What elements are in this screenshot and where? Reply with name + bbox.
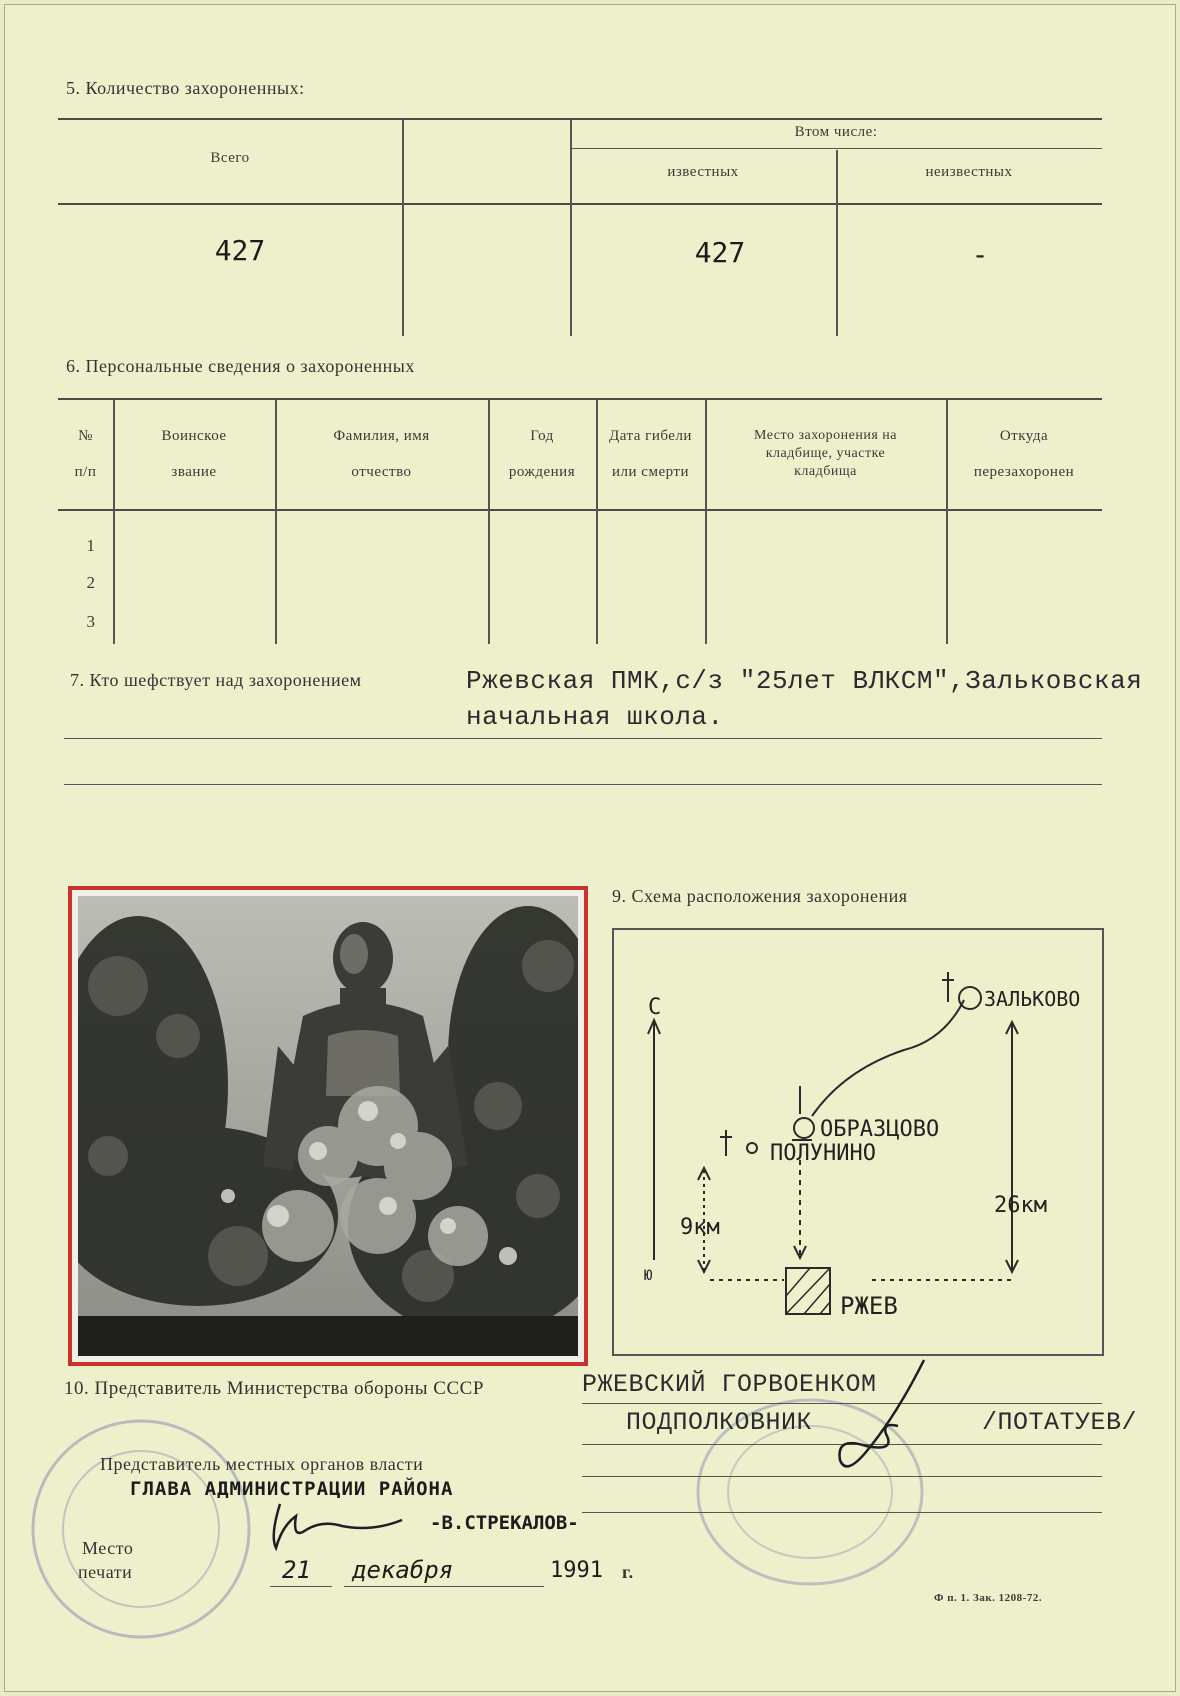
local-authority-title: Представитель местных органов власти	[100, 1454, 424, 1474]
col-in-that-header: Втом числе:	[794, 124, 878, 140]
patron-rule	[64, 784, 1102, 785]
distance-9-label: 9км	[680, 1215, 720, 1240]
hdr-death: Дата гибели	[609, 428, 692, 444]
section7-title: 7. Кто шефствует над захоронением	[70, 670, 362, 690]
hdr-place: кладбище, участке	[765, 446, 886, 461]
military-name: /ПОТАТУЕВ/	[982, 1408, 1138, 1437]
col-unknown-header: неизвестных	[925, 164, 1013, 180]
table5-divider	[570, 120, 572, 336]
hdr-rank: звание	[171, 464, 217, 480]
section5-title: 5. Количество захороненных:	[66, 78, 305, 98]
scheme-map	[614, 930, 1102, 1354]
total-value: 427	[214, 234, 266, 267]
north-label: С	[648, 995, 662, 1020]
section6-title: 6. Персональные сведения о захороненных	[66, 356, 415, 376]
hdr-place: Место захоронения на	[753, 428, 898, 443]
south-label: Ю	[644, 1268, 653, 1284]
date-rule	[270, 1586, 332, 1587]
col-total-header: Всего	[210, 150, 250, 166]
patron-line-2: начальная школа.	[466, 702, 724, 732]
administrator-name: -В.СТРЕКАЛОВ-	[430, 1512, 579, 1534]
location-scheme	[612, 928, 1104, 1356]
official-stamp-left	[26, 1414, 256, 1644]
military-rank: ПОДПОЛКОВНИК	[626, 1408, 813, 1437]
date-month: декабря	[352, 1556, 454, 1584]
patron-rule	[64, 738, 1102, 739]
rzhev-label: РЖЕВ	[840, 1292, 898, 1320]
known-value: 427	[694, 236, 746, 269]
date-suffix: г.	[622, 1562, 634, 1582]
hdr-rank: Воинское	[161, 428, 227, 444]
hdr-place: кладбища	[794, 464, 857, 479]
row-number: 2	[86, 573, 96, 592]
memorial-photo	[78, 896, 578, 1356]
polunino-label: ПОЛУНИНО	[770, 1141, 876, 1166]
memorial-photo-frame	[68, 886, 588, 1366]
hdr-year: рождения	[508, 464, 576, 480]
commissar-signature	[826, 1356, 936, 1486]
print-code: Ф п. 1. Зак. 1208-72.	[934, 1592, 1043, 1604]
local-authority-position: ГЛАВА АДМИНИСТРАЦИИ РАЙОНА	[130, 1478, 454, 1500]
table5-top-rule	[58, 118, 1102, 120]
seal-place-label: печати	[78, 1562, 133, 1582]
military-commissar-title: РЖЕВСКИЙ ГОРВОЕНКОМ	[582, 1370, 877, 1399]
hdr-name: Фамилия, имя	[333, 428, 430, 444]
hdr-year: Год	[530, 428, 554, 444]
obraztsovo-label: ОБРАЗЦОВО	[820, 1117, 940, 1142]
table5-divider	[402, 120, 404, 336]
signature-rule	[582, 1512, 1102, 1513]
patron-line-1: Ржевская ПМК,с/з "25лет ВЛКСМ",Зальковская	[466, 666, 1143, 696]
row-number: 3	[86, 612, 96, 631]
hdr-death: или смерти	[612, 464, 689, 480]
administrator-signature	[262, 1496, 412, 1556]
col-known-header: известных	[667, 164, 739, 180]
row-number: 1	[86, 536, 96, 555]
hdr-num: №	[78, 428, 93, 444]
table5-header-rule	[58, 203, 1102, 205]
seal-place-label: Место	[82, 1538, 134, 1558]
hdr-from: перезахоронен	[973, 464, 1075, 480]
date-rule	[344, 1586, 544, 1587]
date-day: 21	[282, 1556, 311, 1584]
section9-title: 9. Схема расположения захоронения	[612, 886, 908, 906]
hdr-from: Откуда	[999, 428, 1049, 444]
hdr-num: п/п	[74, 464, 97, 480]
zalkovo-label: ЗАЛЬКОВО	[984, 987, 1081, 1011]
distance-26-label: 26км	[994, 1193, 1047, 1218]
date-year: 1991	[550, 1558, 603, 1583]
unknown-value: -	[971, 238, 989, 271]
table5-sub-rule	[570, 148, 1102, 149]
hdr-name: отчество	[351, 464, 412, 480]
section10-title: 10. Представитель Министерства обороны СССР	[64, 1378, 484, 1399]
